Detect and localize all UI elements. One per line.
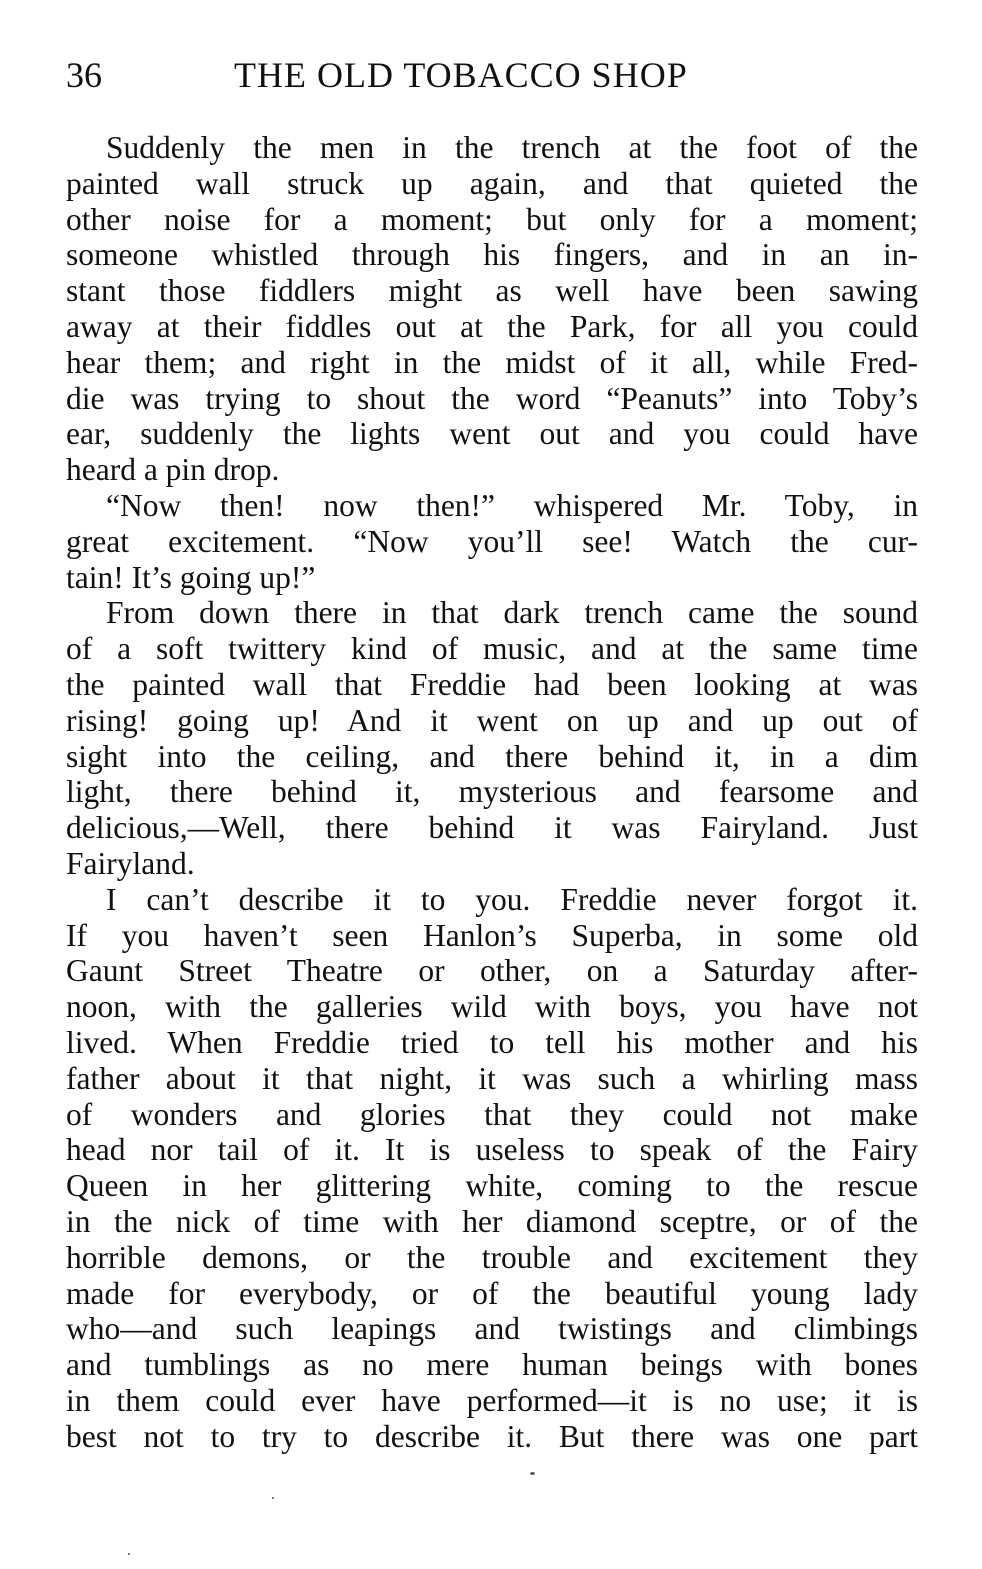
- text-line: noon, with the galleries wild with boys, you have not: [66, 989, 918, 1025]
- text-line: From down there in that dark trench came the sound: [106, 595, 918, 631]
- text-line: best not to try to describe it. But there was one part: [66, 1418, 918, 1454]
- text-line: of a soft twittery kind of music, and at the same time: [66, 631, 918, 667]
- text-line: who—and such leapings and twistings and climbings: [66, 1311, 918, 1347]
- text-line: delicious,—Well, there behind it was Fairyland. Just: [66, 810, 918, 846]
- text-line: and tumblings as no mere human beings with bones: [66, 1347, 918, 1383]
- text-line: in them could ever have performed—it is no use; it is: [66, 1382, 918, 1418]
- text-line: “Now then! now then!” whispered Mr. Toby, in: [106, 487, 918, 523]
- print-speck: [272, 1497, 274, 1499]
- text-line: someone whistled through his fingers, and in an in-: [66, 237, 918, 273]
- page-number: 36: [66, 55, 102, 95]
- text-line: ear, suddenly the lights went out and you could have: [66, 416, 918, 452]
- text-line: lived. When Freddie tried to tell his mother and his: [66, 1024, 918, 1060]
- text-line: Fairyland.: [66, 845, 195, 881]
- text-line: made for everybody, or of the beautiful young lady: [66, 1275, 918, 1311]
- text-line: sight into the ceiling, and there behind it, in a dim: [66, 738, 918, 774]
- text-line: away at their fiddles out at the Park, for all you could: [66, 308, 918, 344]
- body-text: [66, 130, 918, 1454]
- text-line: Gaunt Street Theatre or other, on a Saturday after-: [66, 953, 918, 989]
- text-line: tain! It’s going up!”: [66, 559, 316, 595]
- text-line: If you haven’t seen Hanlon’s Superba, in some old: [66, 917, 918, 953]
- text-line: the painted wall that Freddie had been looking at was: [66, 666, 918, 702]
- text-line: stant those fiddlers might as well have been sawing: [66, 273, 918, 309]
- page-header: [66, 50, 918, 100]
- text-line: I can’t describe it to you. Freddie never forgot it.: [106, 881, 918, 917]
- text-line: head nor tail of it. It is useless to speak of the Fairy: [66, 1132, 918, 1168]
- text-line: other noise for a moment; but only for a moment;: [66, 201, 918, 237]
- text-line: hear them; and right in the midst of it all, while Fred-: [66, 344, 918, 380]
- text-line: die was trying to shout the word “Peanuts” into Toby’s: [66, 380, 918, 416]
- text-line: father about it that night, it was such a whirling mass: [66, 1060, 918, 1096]
- print-speck: [128, 1553, 130, 1555]
- text-line: painted wall struck up again, and that quieted the: [66, 165, 918, 201]
- print-speck: [530, 1472, 535, 1475]
- text-line: heard a pin drop.: [66, 452, 280, 488]
- text-line: Suddenly the men in the trench at the foot of the: [106, 130, 918, 165]
- text-line: rising! going up! And it went on up and up out of: [66, 702, 918, 738]
- text-line: in the nick of time with her diamond sceptre, or of the: [66, 1203, 918, 1239]
- text-line: horrible demons, or the trouble and excitement they: [66, 1239, 918, 1275]
- running-title: THE OLD TOBACCO SHOP: [234, 55, 688, 95]
- text-line: light, there behind it, mysterious and fearsome and: [66, 774, 918, 810]
- text-line: of wonders and glories that they could not make: [66, 1096, 918, 1132]
- text-line: Queen in her glittering white, coming to the rescue: [66, 1168, 918, 1204]
- text-line: great excitement. “Now you’ll see! Watch the cur-: [66, 523, 918, 559]
